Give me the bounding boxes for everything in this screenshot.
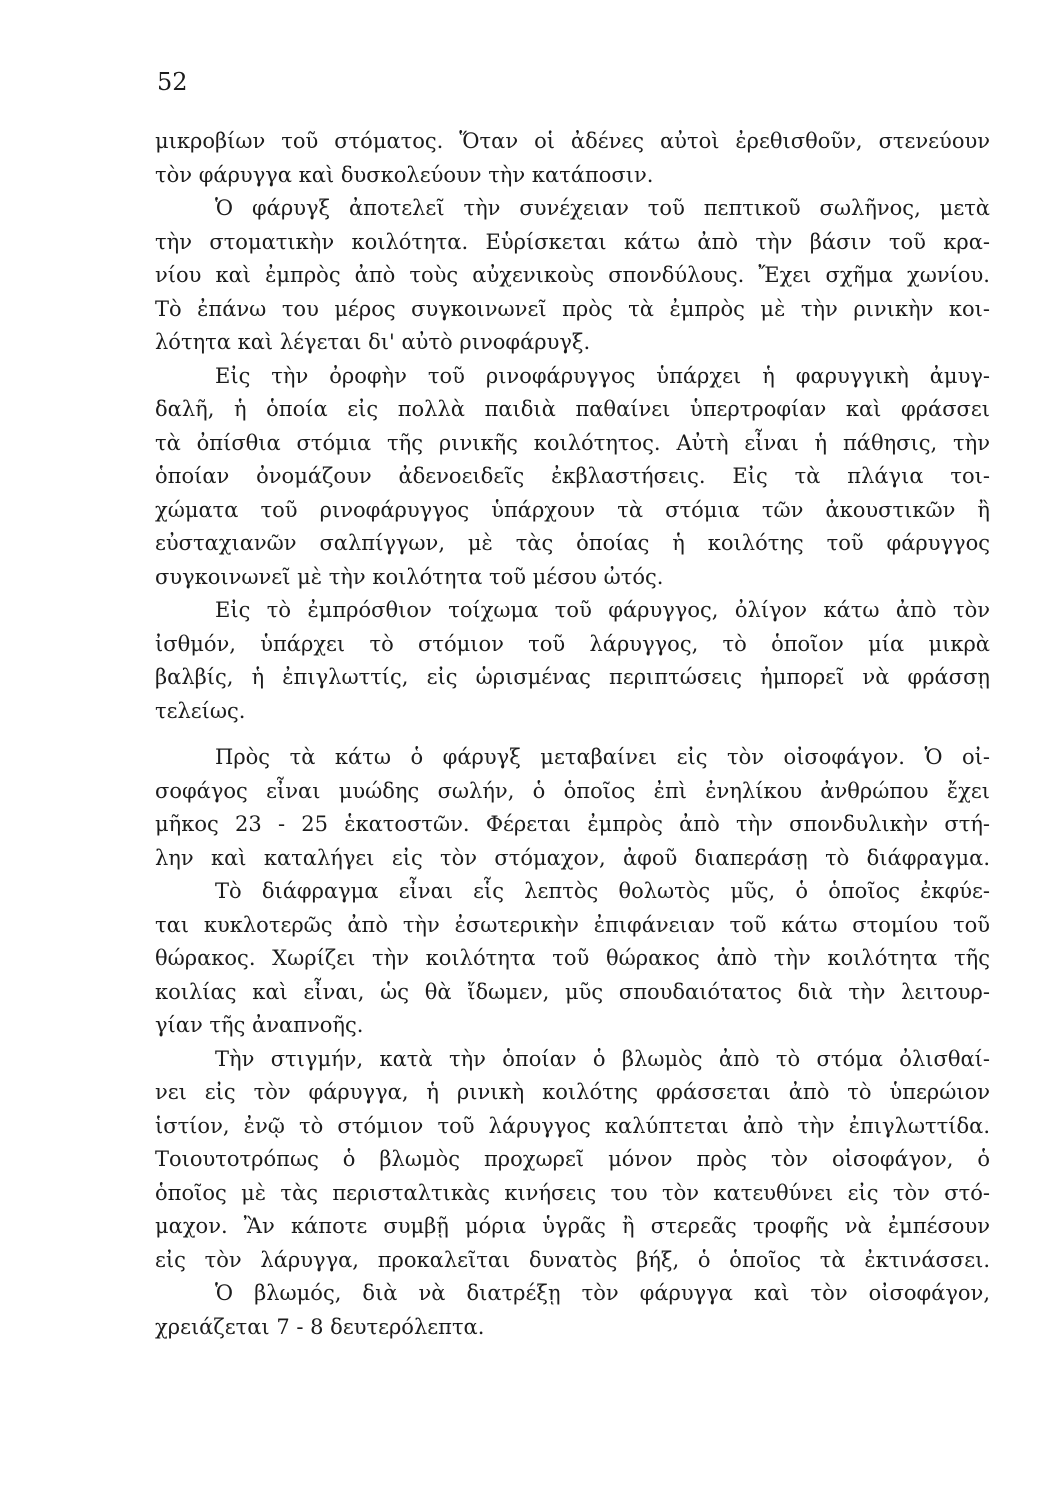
text-line: χώματα τοῦ ρινοφάρυγγος ὑπάρχουν τὰ στόμια τῶν ἀκουστικῶν ἢ: [155, 497, 990, 522]
text-line: τὰ ὀπίσθια στόμια τῆς ρινικῆς κοιλότητος. Αὐτὴ εἶναι ἡ πάθησις, τὴν: [155, 430, 990, 455]
text-line: λην καὶ καταλήγει εἰς τὸν στόμαχον, ἀφοῦ διαπεράσῃ τὸ διάφραγμα.: [155, 845, 990, 870]
text-line: Πρὸς τὰ κάτω ὁ φάρυγξ μεταβαίνει εἰς τὸν οἰσοφάγον. Ὁ οἰ-: [215, 745, 990, 769]
text-line: μικροβίων τοῦ στόματος. Ὅταν οἱ ἀδένες αὐτοὶ ἐρεθισθοῦν, στενεύουν: [155, 129, 990, 153]
text-line: Τὴν στιγμήν, κατὰ τὴν ὁποίαν ὁ βλωμὸς ἀπὸ τὸ στόμα ὀλισθαί-: [215, 1046, 990, 1071]
text-line: Τὸ ἐπάνω του μέρος συγκοινωνεῖ πρὸς τὰ ἐμπρὸς μὲ τὴν ρινικὴν κοι-: [155, 296, 990, 321]
text-line: Εἰς τὴν ὀροφὴν τοῦ ρινοφάρυγγος ὑπάρχει ἡ φαρυγγικὴ ἀμυγ-: [215, 363, 990, 388]
text-line: Εἰς τὸ ἐμπρόσθιον τοίχωμα τοῦ φάρυγγος, ὀλίγον κάτω ἀπὸ τὸν: [215, 598, 990, 622]
text-line: συγκοινωνεῖ μὲ τὴν κοιλότητα τοῦ μέσου ὠτός.: [155, 564, 664, 589]
text-line: ἰσθμόν, ὑπάρχει τὸ στόμιον τοῦ λάρυγγος, τὸ ὁποῖον μία μικρὰ: [155, 631, 990, 656]
text-line: νίου καὶ ἐμπρὸς ἀπὸ τοὺς αὐχενικοὺς σπονδύλους. Ἔχει σχῆμα χωνίου.: [155, 263, 990, 287]
text-line: νει εἰς τὸν φάρυγγα, ἡ ρινικὴ κοιλότης φράσσεται ἀπὸ τὸ ὑπερώιον: [155, 1080, 990, 1104]
text-line: τὸν φάρυγγα καὶ δυσκολεύουν τὴν κατάποσιν.: [155, 162, 654, 187]
text-line: τὴν στοματικὴν κοιλότητα. Εὑρίσκεται κάτω ἀπὸ τὴν βάσιν τοῦ κρα-: [155, 229, 990, 254]
text-line: ὁποίαν ὀνομάζουν ἀδενοειδεῖς ἐκβλαστήσεις. Εἰς τὰ πλάγια τοι-: [155, 464, 990, 488]
text-line: μαχον. Ἂν κάποτε συμβῇ μόρια ὑγρᾶς ἢ στερεᾶς τροφῆς νὰ ἐμπέσουν: [155, 1214, 990, 1238]
text-line: βαλβίς, ἡ ἐπιγλωττίς, εἰς ὡρισμένας περιπτώσεις ἠμπορεῖ νὰ φράσσῃ: [155, 665, 990, 689]
page-number: 52: [157, 68, 188, 96]
text-line: χρειάζεται 7 - 8 δευτερόλεπτα.: [155, 1314, 485, 1339]
body-text: [155, 125, 990, 1344]
text-line: Ὁ φάρυγξ ἀποτελεῖ τὴν συνέχειαν τοῦ πεπτικοῦ σωλῆνος, μετὰ: [215, 196, 990, 220]
text-line: ἱστίον, ἐνῷ τὸ στόμιον τοῦ λάρυγγος καλύπτεται ἀπὸ τὴν ἐπιγλωττίδα.: [155, 1113, 990, 1138]
text-line: τελείως.: [155, 698, 246, 723]
text-line: σοφάγος εἶναι μυώδης σωλήν, ὁ ὁποῖος ἐπὶ ἐνηλίκου ἀνθρώπου ἔχει: [155, 778, 990, 803]
text-line: θώρακος. Χωρίζει τὴν κοιλότητα τοῦ θώρακος ἀπὸ τὴν κοιλότητα τῆς: [155, 946, 990, 970]
text-line: εὐσταχιανῶν σαλπίγγων, μὲ τὰς ὁποίας ἡ κοιλότης τοῦ φάρυγγος: [155, 531, 990, 555]
text-line: Ὁ βλωμός, διὰ νὰ διατρέξῃ τὸν φάρυγγα καὶ τὸν οἰσοφάγον,: [215, 1281, 990, 1305]
text-line: Τοιουτοτρόπως ὁ βλωμὸς προχωρεῖ μόνον πρὸς τὸν οἰσοφάγον, ὁ: [155, 1147, 990, 1171]
text-line: κοιλίας καὶ εἶναι, ὡς θὰ ἴδωμεν, μῦς σπουδαιότατος διὰ τὴν λειτουρ-: [155, 979, 990, 1004]
text-line: γίαν τῆς ἀναπνοῆς.: [155, 1013, 364, 1037]
text-line: λότητα καὶ λέγεται δι' αὐτὸ ρινοφάρυγξ.: [155, 330, 591, 354]
text-line: εἰς τὸν λάρυγγα, προκαλεῖται δυνατὸς βήξ, ὁ ὁποῖος τὰ ἐκτινάσσει.: [155, 1247, 990, 1272]
text-line: δαλῆ, ἡ ὁποία εἰς πολλὰ παιδιὰ παθαίνει ὑπερτροφίαν καὶ φράσσει: [155, 397, 990, 421]
text-line: ὁποῖος μὲ τὰς περισταλτικὰς κινήσεις του τὸν κατευθύνει εἰς τὸν στό-: [155, 1180, 990, 1205]
text-line: Τὸ διάφραγμα εἶναι εἷς λεπτὸς θολωτὸς μῦς, ὁ ὁποῖος ἐκφύε-: [215, 879, 990, 903]
text-line: μῆκος 23 - 25 ἑκατοστῶν. Φέρεται ἐμπρὸς ἀπὸ τὴν σπονδυλικὴν στή-: [155, 812, 990, 836]
text-line: ται κυκλοτερῶς ἀπὸ τὴν ἐσωτερικὴν ἐπιφάνειαν τοῦ κάτω στομίου τοῦ: [155, 912, 990, 937]
